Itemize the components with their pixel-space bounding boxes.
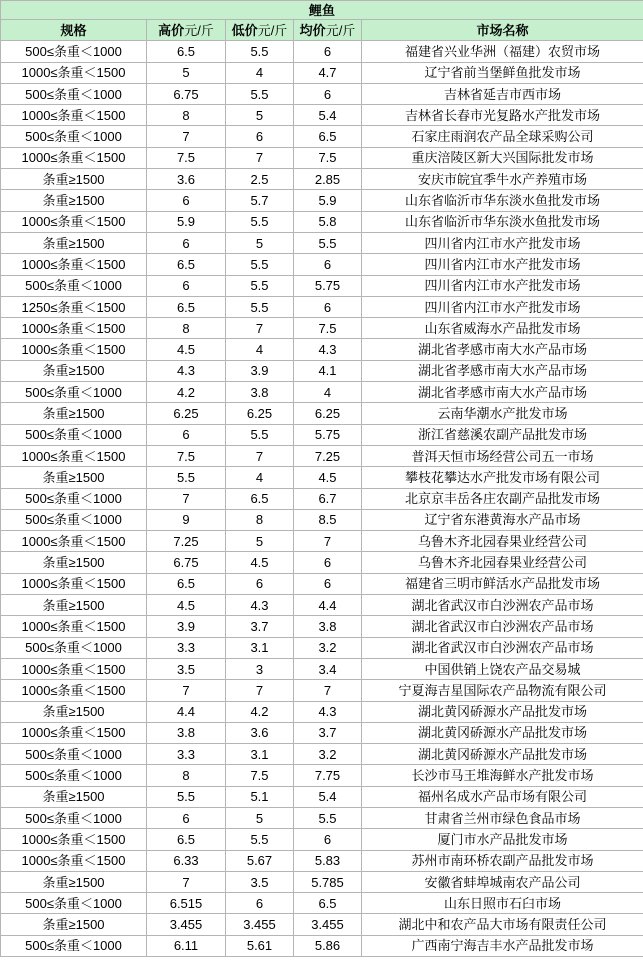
low-price-cell: 6 [226,126,294,147]
table-row [1,637,643,658]
title-row [1,1,643,20]
avg-price-cell: 4.3 [294,701,362,722]
low-price-cell: 3 [226,658,294,679]
high-price-cell: 5.5 [147,786,226,807]
avg-price-cell: 5.5 [294,807,362,828]
low-price-cell: 4.2 [226,701,294,722]
market-name-cell: 北京京丰岳各庄农副产品批发市场 [362,488,643,509]
avg-price-cell: 7 [294,531,362,552]
high-price-cell: 3.3 [147,637,226,658]
table-row [1,935,643,956]
avg-price-cell: 4.7 [294,62,362,83]
spec-cell: 1000≤条重＜1500 [1,339,147,360]
table-row [1,701,643,722]
market-name-cell: 福建省兴业华洲（福建）农贸市场 [362,41,643,62]
high-price-cell: 6.5 [147,254,226,275]
low-price-cell: 5.61 [226,935,294,956]
high-price-cell: 7.5 [147,445,226,466]
avg-price-cell: 4.4 [294,595,362,616]
spec-cell: 条重≥1500 [1,232,147,253]
avg-price-cell: 6 [294,254,362,275]
avg-price-cell: 7.75 [294,765,362,786]
avg-price-cell: 7.5 [294,147,362,168]
spec-cell: 500≤条重＜1000 [1,893,147,914]
table-row [1,360,643,381]
market-name-cell: 厦门市水产品批发市场 [362,829,643,850]
high-price-cell: 3.6 [147,169,226,190]
table-row [1,83,643,104]
market-name-cell: 石家庄雨润农产品全球采购公司 [362,126,643,147]
table-row [1,62,643,83]
low-price-cell: 4 [226,62,294,83]
market-name-cell: 苏州市南环桥农副产品批发市场 [362,850,643,871]
low-price-cell: 5.5 [226,424,294,445]
low-price-cell: 3.7 [226,616,294,637]
market-name-cell: 湖北黄冈硚源水产品批发市场 [362,701,643,722]
low-price-cell: 5.1 [226,786,294,807]
low-price-cell: 5.5 [226,254,294,275]
high-price-cell: 7 [147,126,226,147]
table-row [1,850,643,871]
spec-cell: 500≤条重＜1000 [1,807,147,828]
avg-price-cell: 4 [294,382,362,403]
column-header-spec [1,20,147,41]
table-row [1,807,643,828]
avg-price-cell: 6.7 [294,488,362,509]
market-name-cell: 山东省临沂市华东淡水鱼批发市场 [362,211,643,232]
market-name-cell: 福州名成水产品市场有限公司 [362,786,643,807]
column-header-unit: 元/斤 [257,22,288,38]
low-price-cell: 4.5 [226,552,294,573]
avg-price-cell: 3.7 [294,722,362,743]
avg-price-cell: 4.5 [294,467,362,488]
avg-price-cell: 7.5 [294,318,362,339]
low-price-cell: 5 [226,807,294,828]
market-name-cell: 四川省内江市水产批发市场 [362,296,643,317]
spec-cell: 1000≤条重＜1500 [1,105,147,126]
table-row [1,275,643,296]
avg-price-cell: 4.1 [294,360,362,381]
table-row [1,744,643,765]
low-price-cell: 6 [226,573,294,594]
market-name-cell: 山东日照市石臼市场 [362,893,643,914]
column-header-label: 均价 [299,22,326,38]
low-price-cell: 5 [226,531,294,552]
market-name-cell: 甘肃省兰州市绿色食品市场 [362,807,643,828]
column-header-market-name [362,20,643,41]
market-name-cell: 云南华潮水产批发市场 [362,403,643,424]
table-row [1,722,643,743]
market-name-cell: 安庆市皖宜季牛水产养殖市场 [362,169,643,190]
table-row [1,765,643,786]
avg-price-cell: 6 [294,83,362,104]
spec-cell: 条重≥1500 [1,169,147,190]
spec-cell: 1000≤条重＜1500 [1,445,147,466]
table-row [1,914,643,935]
market-name-cell: 湖北省孝感市南大水产品市场 [362,382,643,403]
market-name-cell: 四川省内江市水产批发市场 [362,254,643,275]
spec-cell: 500≤条重＜1000 [1,275,147,296]
high-price-cell: 8 [147,765,226,786]
table-title: 鲤鱼 [1,1,643,20]
low-price-cell: 8 [226,509,294,530]
avg-price-cell: 5.75 [294,275,362,296]
high-price-cell: 7.5 [147,147,226,168]
high-price-cell: 6.5 [147,829,226,850]
spec-cell: 500≤条重＜1000 [1,637,147,658]
table-row [1,467,643,488]
low-price-cell: 7 [226,147,294,168]
low-price-cell: 3.455 [226,914,294,935]
low-price-cell: 3.9 [226,360,294,381]
low-price-cell: 5 [226,232,294,253]
low-price-cell: 5.5 [226,829,294,850]
column-header-unit: 元/斤 [184,22,214,38]
high-price-cell: 6.5 [147,296,226,317]
table-row [1,509,643,530]
market-name-cell: 安徽省蚌埠城南农产品公司 [362,871,643,892]
low-price-cell: 5.5 [226,83,294,104]
avg-price-cell: 2.85 [294,169,362,190]
spec-cell: 1000≤条重＜1500 [1,658,147,679]
column-header-label: 规格 [60,22,87,38]
high-price-cell: 5 [147,62,226,83]
avg-price-cell: 5.4 [294,786,362,807]
market-name-cell: 普洱天恒市场经营公司五一市场 [362,445,643,466]
market-name-cell: 宁夏海吉星国际农产品物流有限公司 [362,680,643,701]
avg-price-cell: 5.785 [294,871,362,892]
low-price-cell: 5.5 [226,41,294,62]
high-price-cell: 8 [147,105,226,126]
avg-price-cell: 5.83 [294,850,362,871]
low-price-cell: 3.1 [226,637,294,658]
avg-price-cell: 7 [294,680,362,701]
avg-price-cell: 3.8 [294,616,362,637]
high-price-cell: 7 [147,488,226,509]
high-price-cell: 6.11 [147,935,226,956]
high-price-cell: 3.3 [147,744,226,765]
market-name-cell: 湖北省武汉市白沙洲农产品市场 [362,616,643,637]
table-row [1,339,643,360]
table-row [1,552,643,573]
high-price-cell: 6.75 [147,552,226,573]
high-price-cell: 7 [147,680,226,701]
market-name-cell: 湖北黄冈硚源水产品批发市场 [362,722,643,743]
low-price-cell: 3.5 [226,871,294,892]
column-header-label: 市场名称 [476,22,529,38]
low-price-cell: 7 [226,318,294,339]
avg-price-cell: 5.8 [294,211,362,232]
high-price-cell: 6.5 [147,41,226,62]
high-price-cell: 3.5 [147,658,226,679]
market-name-cell: 中国供销上饶农产品交易城 [362,658,643,679]
low-price-cell: 7 [226,680,294,701]
spec-cell: 500≤条重＜1000 [1,126,147,147]
high-price-cell: 4.4 [147,701,226,722]
high-price-cell: 7 [147,871,226,892]
spec-cell: 500≤条重＜1000 [1,424,147,445]
table-row [1,893,643,914]
low-price-cell: 7.5 [226,765,294,786]
low-price-cell: 3.6 [226,722,294,743]
spec-cell: 500≤条重＜1000 [1,509,147,530]
spec-cell: 条重≥1500 [1,467,147,488]
market-name-cell: 山东省威海水产品批发市场 [362,318,643,339]
high-price-cell: 5.9 [147,211,226,232]
market-name-cell: 乌鲁木齐北园春果业经营公司 [362,552,643,573]
table-row [1,445,643,466]
avg-price-cell: 5.86 [294,935,362,956]
market-name-cell: 湖北省孝感市南大水产品市场 [362,339,643,360]
high-price-cell: 6 [147,275,226,296]
market-name-cell: 山东省临沂市华东淡水鱼批发市场 [362,190,643,211]
table-row [1,488,643,509]
avg-price-cell: 6.25 [294,403,362,424]
avg-price-cell: 5.5 [294,232,362,253]
high-price-cell: 9 [147,509,226,530]
avg-price-cell: 7.25 [294,445,362,466]
table-row [1,871,643,892]
market-name-cell: 攀枝花攀达水产批发市场有限公司 [362,467,643,488]
low-price-cell: 7 [226,445,294,466]
spec-cell: 500≤条重＜1000 [1,935,147,956]
table-row [1,616,643,637]
spec-cell: 1000≤条重＜1500 [1,722,147,743]
high-price-cell: 4.5 [147,595,226,616]
table-row [1,232,643,253]
market-name-cell: 长沙市马王堆海鲜水产批发市场 [362,765,643,786]
high-price-cell: 7.25 [147,531,226,552]
column-header-high-price [147,20,226,41]
market-name-cell: 福建省三明市鲜活水产品批发市场 [362,573,643,594]
avg-price-cell: 6 [294,552,362,573]
high-price-cell: 3.8 [147,722,226,743]
low-price-cell: 5.5 [226,275,294,296]
spec-cell: 1000≤条重＜1500 [1,62,147,83]
market-name-cell: 湖北省武汉市白沙洲农产品市场 [362,595,643,616]
high-price-cell: 8 [147,318,226,339]
spec-cell: 1000≤条重＜1500 [1,318,147,339]
table-row [1,680,643,701]
table-row [1,105,643,126]
low-price-cell: 5.7 [226,190,294,211]
table-row [1,190,643,211]
high-price-cell: 6.75 [147,83,226,104]
avg-price-cell: 3.455 [294,914,362,935]
market-name-cell: 四川省内江市水产批发市场 [362,232,643,253]
avg-price-cell: 6 [294,829,362,850]
header-row [1,20,643,41]
high-price-cell: 5.5 [147,467,226,488]
table-row [1,211,643,232]
market-name-cell: 吉林省延吉市西市场 [362,83,643,104]
table-row [1,403,643,424]
table-row [1,786,643,807]
high-price-cell: 6.5 [147,573,226,594]
avg-price-cell: 8.5 [294,509,362,530]
spec-cell: 1000≤条重＜1500 [1,254,147,275]
low-price-cell: 6.25 [226,403,294,424]
table-row [1,595,643,616]
spec-cell: 500≤条重＜1000 [1,488,147,509]
high-price-cell: 4.3 [147,360,226,381]
low-price-cell: 5.5 [226,296,294,317]
avg-price-cell: 3.2 [294,744,362,765]
low-price-cell: 3.1 [226,744,294,765]
high-price-cell: 6.33 [147,850,226,871]
high-price-cell: 6.515 [147,893,226,914]
spec-cell: 1000≤条重＜1500 [1,211,147,232]
low-price-cell: 5.67 [226,850,294,871]
high-price-cell: 4.2 [147,382,226,403]
spec-cell: 500≤条重＜1000 [1,41,147,62]
spec-cell: 500≤条重＜1000 [1,83,147,104]
spec-cell: 1250≤条重＜1500 [1,296,147,317]
avg-price-cell: 6 [294,296,362,317]
high-price-cell: 6.25 [147,403,226,424]
table-row [1,126,643,147]
avg-price-cell: 6 [294,41,362,62]
column-header-label: 低价 [231,22,258,38]
spec-cell: 条重≥1500 [1,871,147,892]
low-price-cell: 3.8 [226,382,294,403]
high-price-cell: 6 [147,190,226,211]
spec-cell: 500≤条重＜1000 [1,382,147,403]
spec-cell: 1000≤条重＜1500 [1,147,147,168]
table-row [1,41,643,62]
table-row [1,169,643,190]
low-price-cell: 4 [226,339,294,360]
table-row [1,147,643,168]
spec-cell: 500≤条重＜1000 [1,765,147,786]
spec-cell: 500≤条重＜1000 [1,744,147,765]
high-price-cell: 4.5 [147,339,226,360]
column-header-unit: 元/斤 [325,22,356,38]
avg-price-cell: 6.5 [294,893,362,914]
table-row [1,573,643,594]
table-body [1,41,643,957]
spec-cell: 1000≤条重＜1500 [1,616,147,637]
spec-cell: 1000≤条重＜1500 [1,531,147,552]
low-price-cell: 2.5 [226,169,294,190]
avg-price-cell: 5.9 [294,190,362,211]
spec-cell: 条重≥1500 [1,701,147,722]
table-row [1,531,643,552]
spec-cell: 条重≥1500 [1,914,147,935]
low-price-cell: 4 [226,467,294,488]
spec-cell: 1000≤条重＜1500 [1,829,147,850]
low-price-cell: 6 [226,893,294,914]
market-name-cell: 浙江省慈溪农副产品批发市场 [362,424,643,445]
column-header-avg-price [294,20,362,41]
avg-price-cell: 3.2 [294,637,362,658]
table-row [1,296,643,317]
low-price-cell: 5 [226,105,294,126]
market-name-cell: 吉林省长春市光复路水产批发市场 [362,105,643,126]
high-price-cell: 3.9 [147,616,226,637]
market-name-cell: 广西南宁海吉丰水产品批发市场 [362,935,643,956]
avg-price-cell: 5.75 [294,424,362,445]
low-price-cell: 5.5 [226,211,294,232]
spec-cell: 条重≥1500 [1,595,147,616]
spec-cell: 条重≥1500 [1,552,147,573]
table-row [1,829,643,850]
market-name-cell: 辽宁省前当堡鲜鱼批发市场 [362,62,643,83]
spec-cell: 条重≥1500 [1,360,147,381]
high-price-cell: 6 [147,232,226,253]
table-row [1,658,643,679]
table-row [1,318,643,339]
spec-cell: 1000≤条重＜1500 [1,573,147,594]
market-name-cell: 乌鲁木齐北园春果业经营公司 [362,531,643,552]
high-price-cell: 6 [147,424,226,445]
spec-cell: 1000≤条重＜1500 [1,680,147,701]
market-name-cell: 湖北黄冈硚源水产品批发市场 [362,744,643,765]
column-header-label: 高价 [158,22,185,38]
avg-price-cell: 5.4 [294,105,362,126]
market-name-cell: 重庆涪陵区新大兴国际批发市场 [362,147,643,168]
avg-price-cell: 6.5 [294,126,362,147]
table-row [1,254,643,275]
market-name-cell: 湖北省武汉市白沙洲农产品市场 [362,637,643,658]
low-price-cell: 4.3 [226,595,294,616]
spec-cell: 1000≤条重＜1500 [1,850,147,871]
low-price-cell: 6.5 [226,488,294,509]
spec-cell: 条重≥1500 [1,786,147,807]
high-price-cell: 3.455 [147,914,226,935]
market-name-cell: 湖北省孝感市南大水产品市场 [362,360,643,381]
spec-cell: 条重≥1500 [1,403,147,424]
avg-price-cell: 4.3 [294,339,362,360]
table-row [1,424,643,445]
market-name-cell: 辽宁省东港黄海水产品市场 [362,509,643,530]
market-name-cell: 四川省内江市水产批发市场 [362,275,643,296]
avg-price-cell: 3.4 [294,658,362,679]
table-row [1,382,643,403]
avg-price-cell: 6 [294,573,362,594]
spec-cell: 条重≥1500 [1,190,147,211]
high-price-cell: 6 [147,807,226,828]
market-name-cell: 湖北中和农产品大市场有限责任公司 [362,914,643,935]
column-header-low-price [226,20,294,41]
